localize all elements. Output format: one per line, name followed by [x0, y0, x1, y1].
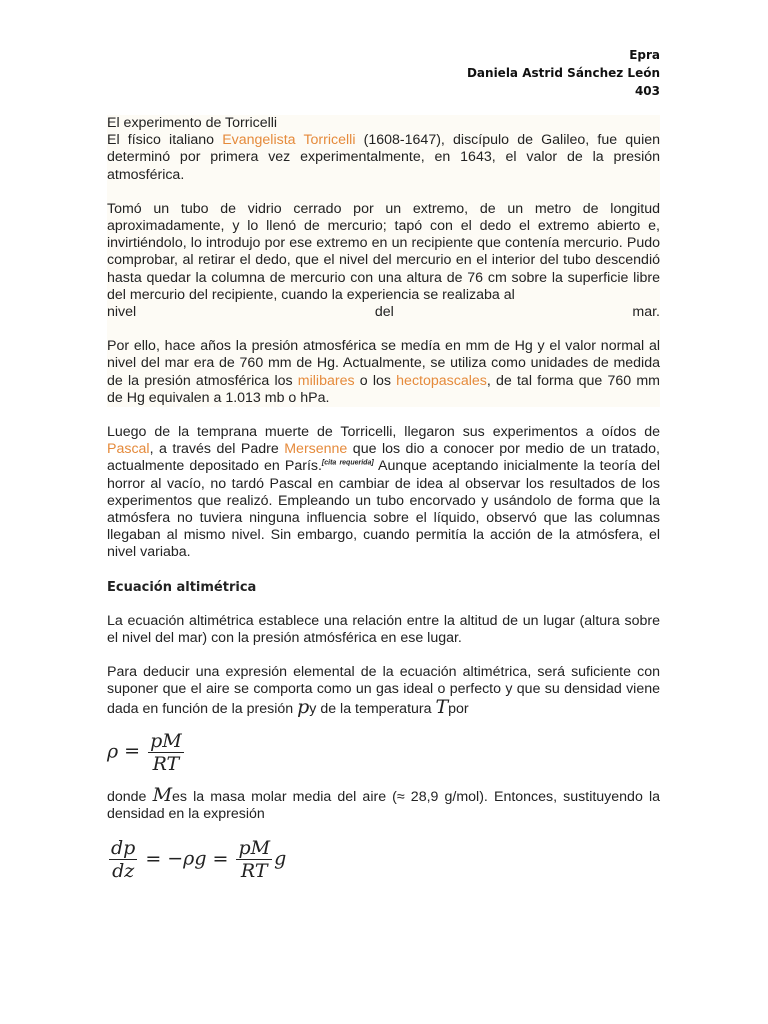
- header-group: 403: [634, 84, 660, 98]
- header-subject: Epra: [629, 48, 660, 62]
- pascal-paragraph: Luego de la temprana muerte de Torricelli, llegaron sus experimentos a oídos de Pascal, a través del Padre Mersenne que los dio a conocer por medio de un tratado, actualmente depositado en París.[cita requerida] Aunque aceptando inicialmente la teoría del horror al vacío, no tardó Pascal en cambiar de idea al observar los resultados de los experimentos que realizó. Empleando un tubo encorvado y usándolo de forma que la atmósfera no tuviera ninguna influencia sobre el líquido, observó que las columnas llegaban al mismo nivel. Sin embargo, cuando permitía la acción de la atmósfera, el nivel variaba.: [107, 424, 661, 561]
- math-var-M: M: [152, 783, 173, 806]
- link-milibares[interactable]: milibares: [297, 372, 355, 389]
- math-var-p: p: [297, 695, 310, 718]
- link-evangelista-torricelli[interactable]: Evangelista Torricelli: [222, 132, 356, 149]
- math-var-T: T: [435, 695, 449, 718]
- link-pascal[interactable]: Pascal: [107, 441, 150, 458]
- density-equation: ρ = $\frac{pM}{RT}$: [107, 729, 182, 775]
- link-mersenne[interactable]: Mersenne: [284, 441, 348, 458]
- shaded-article-block: [107, 115, 660, 407]
- pressure-gradient-equation: $\frac{dp}{dz}$ = −ρg = $\frac{pM}{RT}$ g: [111, 837, 287, 883]
- intro-paragraph: El físico italiano Evangelista Torricelli (1608-1647), discípulo de Galileo, fue quien determinó por primera vez experimentalmente, en 1643, el valor de la presión atmosférica.: [107, 132, 660, 183]
- molar-mass-paragraph: donde Mes la masa molar media del aire (≈ 28,9 g/mol). Entonces, sustituyendo la densidad en la expresión: [107, 783, 660, 823]
- altimetric-intro-paragraph: La ecuación altimétrica establece una relación entre la altitud de un lugar (altura sobre el nivel del mar) con la presión atmósférica en ese lugar.: [107, 612, 660, 647]
- ideal-gas-paragraph: Para deducir una expresión elemental de la ecuación altimétrica, será suficiente con suponer que el aire se comporta como un gas ideal o perfecto y que su densidad viene dada en función de la presión py de la temperatura Tpor: [107, 664, 660, 718]
- article-title: El experimento de Torricelli: [107, 115, 278, 131]
- section-heading: Ecuación altimétrica: [107, 579, 257, 595]
- document-header: [467, 46, 660, 100]
- experiment-paragraph: Tomó un tubo de vidrio cerrado por un extremo, de un metro de longitud aproximadamente, y lo llenó de mercurio; tapó con el dedo el extremo abierto e, invirtiéndolo, lo introdujo por ese extremo en un recipiente que contenía mercurio. Pudo comprobar, al retirar el dedo, que el nivel del mercurio en el interior del tubo descendió hasta quedar la columna de mercurio con una altura de 76 cm sobre la superficie libre del mercurio del recipiente, cuando la experiencia se realizaba al: [107, 200, 660, 303]
- citation-needed[interactable]: [cita requerida]: [321, 459, 374, 467]
- units-paragraph: Por ello, hace años la presión atmosférica se medía en mm de Hg y el valor normal al nivel del mar era de 760 mm de Hg. Actualmente, se utiliza como unidades de medida de la presión atmosférica los milibares o los hectopascales, de tal forma que 760 mm de Hg equivalen a 1.013 mb o hPa.: [107, 338, 660, 406]
- document-body: [107, 115, 660, 882]
- header-author: Daniela Astrid Sánchez León: [466, 66, 660, 80]
- experiment-paragraph-last-line: nivel del mar.: [107, 304, 660, 321]
- link-hectopascales[interactable]: hectopascales: [396, 372, 487, 389]
